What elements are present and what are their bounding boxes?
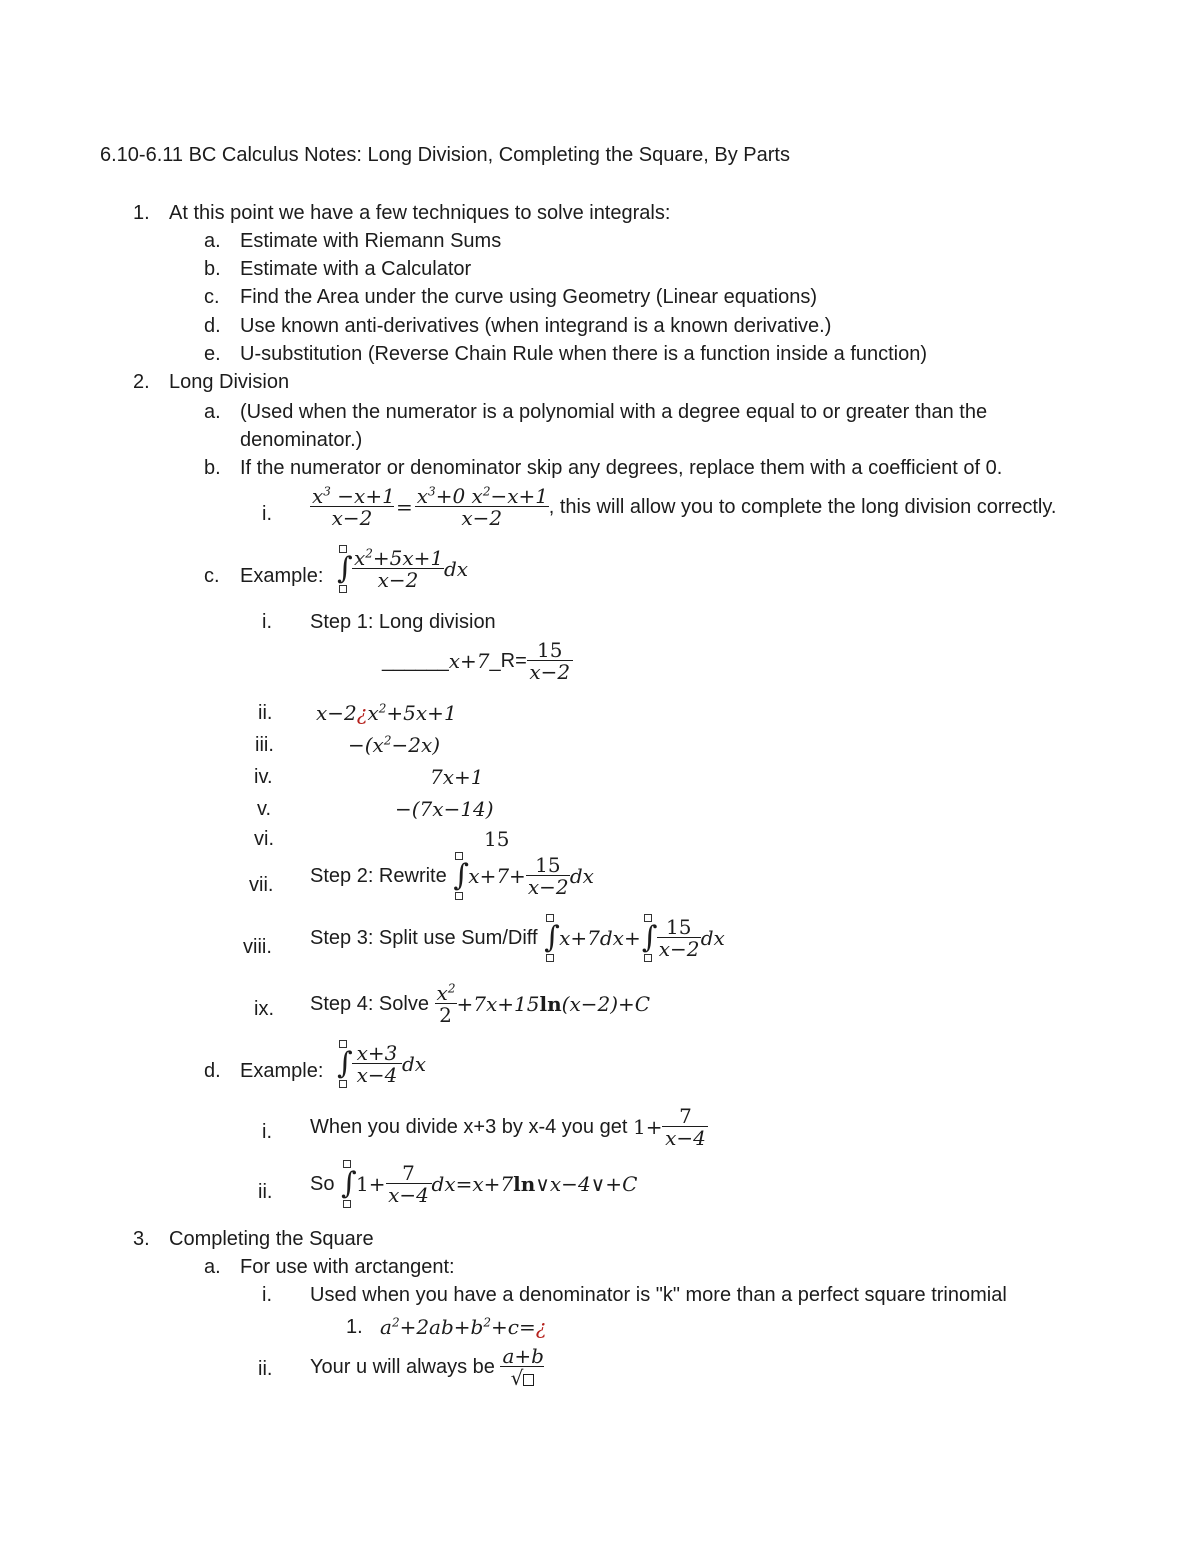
list-marker: 1. xyxy=(133,202,150,224)
integral-icon: ∫ xyxy=(543,914,559,962)
list-marker: a. xyxy=(204,1256,221,1278)
so-row: So ∫ 1+ $\frac{7}{x-4}$ dx=x+7ln∨x−4∨+C xyxy=(310,1161,638,1207)
list-marker: 1. xyxy=(346,1316,363,1338)
list-marker: i. xyxy=(262,1284,272,1306)
division-result-text: When you divide x+3 by x-4 you get xyxy=(310,1116,628,1138)
step-4-label: Step 4: Solve xyxy=(310,993,429,1015)
division-result-row: When you divide x+3 by x-4 you get 1+ $\frac{7}{x-4}$ xyxy=(310,1106,708,1148)
list-marker: a. xyxy=(204,230,221,252)
list-marker: ii. xyxy=(258,1181,273,1203)
paragraph-line: denominator.) xyxy=(240,429,363,451)
list-marker: vii. xyxy=(249,874,274,896)
integral-icon: ∫ xyxy=(336,1040,352,1088)
list-marker: 2. xyxy=(133,371,150,393)
integral-icon: ∫ xyxy=(641,914,657,962)
so-label: So xyxy=(310,1173,335,1195)
example-label: Example: xyxy=(240,1060,324,1082)
list-marker: 3. xyxy=(133,1228,150,1250)
list-marker: d. xyxy=(204,315,221,337)
list-marker: i. xyxy=(262,1121,272,1143)
section-3-heading: Completing the Square xyxy=(169,1228,374,1250)
example-label: Example: xyxy=(240,565,324,587)
list-marker: c. xyxy=(204,565,220,587)
division-row: $-(x^2-2x)$ xyxy=(348,733,441,757)
list-marker: i. xyxy=(262,503,272,525)
step-1-label: Step 1: Long division xyxy=(310,611,496,633)
list-marker: v. xyxy=(257,798,272,820)
page-title: 6.10-6.11 BC Calculus Notes: Long Division, Completing the Square, By Parts xyxy=(100,144,790,166)
list-marker: i. xyxy=(262,611,272,633)
step-2-label: Step 2: Rewrite xyxy=(310,865,447,887)
example-integral: ∫ $\frac{x^2+5x+1}{x-2}$ dx xyxy=(337,546,469,592)
list-marker: ix. xyxy=(254,998,274,1020)
list-marker: b. xyxy=(204,258,221,280)
list-marker: vi. xyxy=(254,828,274,850)
list-marker: ii. xyxy=(258,702,273,724)
list-item: U-substitution (Reverse Chain Rule when there is a function inside a function) xyxy=(240,343,928,365)
trinomial-equation: $a^2+2ab+b^2+c=¿$ xyxy=(380,1315,547,1339)
step-3-label: Step 3: Split use Sum/Diff xyxy=(310,927,538,949)
step-3-row: Step 3: Split use Sum/Diff ∫ x+7dx+ ∫ $\frac{15}{x-2}$ dx xyxy=(310,915,725,961)
integral-icon: ∫ xyxy=(340,1160,356,1208)
section-2-heading: Long Division xyxy=(169,371,290,393)
list-marker: iv. xyxy=(254,766,273,788)
integral-icon: ∫ xyxy=(452,852,468,900)
list-marker: c. xyxy=(204,286,220,308)
division-row: 7x+1 xyxy=(430,765,484,789)
fraction-note: , this will allow you to complete the long division correctly. xyxy=(548,496,1057,518)
section-1-heading: At this point we have a few techniques to solve integrals: xyxy=(169,202,671,224)
list-marker: a. xyxy=(204,401,221,423)
paragraph-line: (Used when the numerator is a polynomial with a degree equal to or greater than the xyxy=(240,401,988,423)
paragraph-line: Used when you have a denominator is "k" more than a perfect square trinomial xyxy=(310,1284,1007,1306)
list-item: Estimate with a Calculator xyxy=(240,258,472,280)
long-division-quotient: ______x+7_R= $\frac{15}{x-2}$ xyxy=(382,640,573,682)
list-item: Find the Area under the curve using Geometry (Linear equations) xyxy=(240,286,817,308)
paragraph-line: For use with arctangent: xyxy=(240,1256,455,1278)
example-integral: ∫ $\frac{x+3}{x-4}$ dx xyxy=(337,1041,427,1087)
u-row: Your u will always be $\frac{a+b}{√}$ xyxy=(310,1344,544,1390)
list-marker: viii. xyxy=(243,936,272,958)
division-row: $x-2¿x^2+5x+1$ xyxy=(316,701,457,725)
fraction-equation: $\frac{x^3 -x+1}{x-2}$ = $\frac{x^3+0 x^2-x+1}{x-2}$ , this will allow you to complete the long division correctly. xyxy=(312,484,1057,530)
list-marker: d. xyxy=(204,1060,221,1082)
step-2-row: Step 2: Rewrite ∫ x+7+ $\frac{15}{x-2}$ dx xyxy=(310,853,594,899)
list-marker: e. xyxy=(204,343,221,365)
list-marker: iii. xyxy=(255,734,274,756)
paragraph-line: If the numerator or denominator skip any degrees, replace them with a coefficient of 0. xyxy=(240,457,1003,479)
u-label: Your u will always be xyxy=(310,1356,495,1378)
integral-icon: ∫ xyxy=(336,545,352,593)
step-4-row: Step 4: Solve $\frac{x^2}{2}$ +7x+15ln(x−2)+C xyxy=(310,981,651,1027)
list-marker: b. xyxy=(204,457,221,479)
list-item: Use known anti-derivatives (when integrand is a known derivative.) xyxy=(240,315,832,337)
division-row: −(7x−14) xyxy=(395,797,494,821)
division-remainder: 15 xyxy=(484,827,510,851)
list-item: Estimate with Riemann Sums xyxy=(240,230,502,252)
list-marker: ii. xyxy=(258,1358,273,1380)
